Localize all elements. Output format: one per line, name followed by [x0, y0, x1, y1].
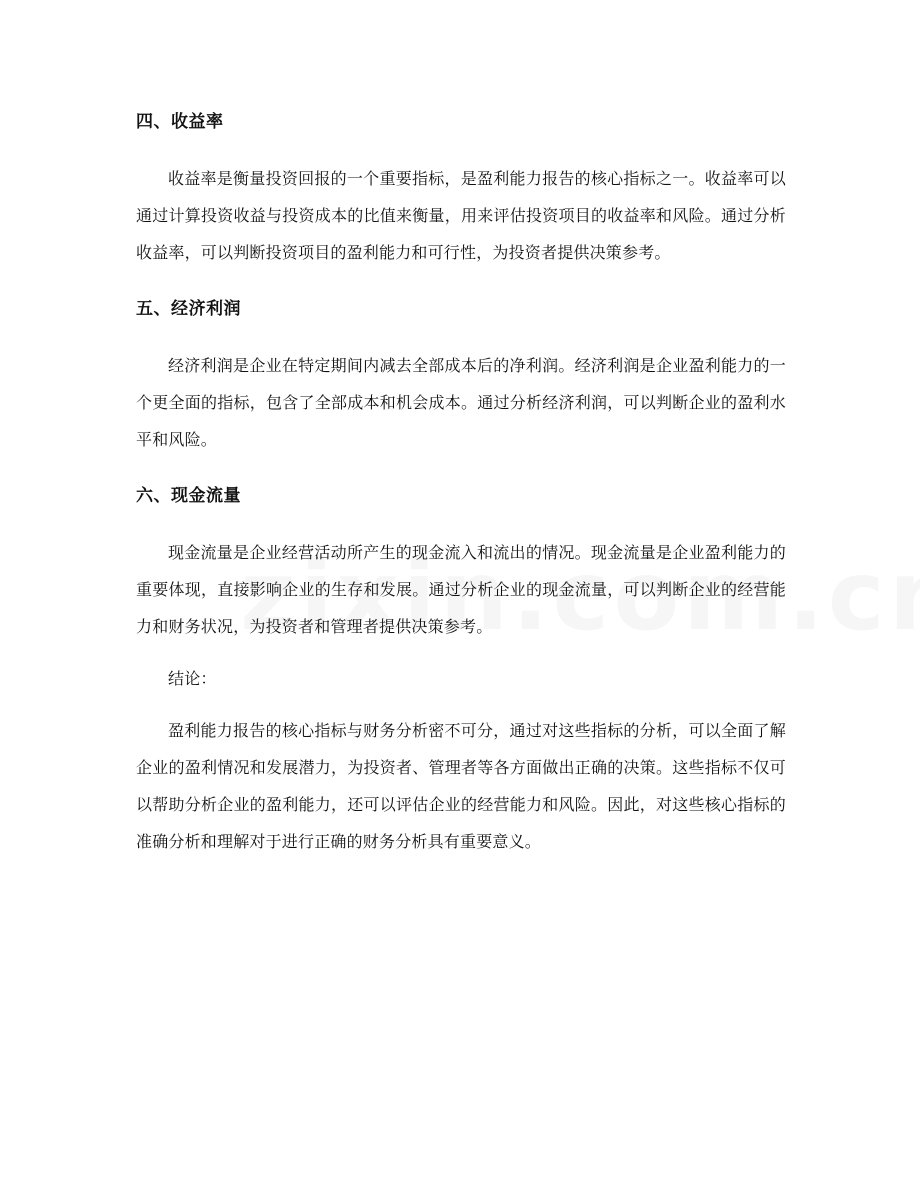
section-body-cash-flow: 现金流量是企业经营活动所产生的现金流入和流出的情况。现金流量是企业盈利能力的重要体现，直接影响企业的生存和发展。通过分析企业的现金流量，可以判断企业的经营能力和财务状况，为投资者和管理者提供决策参考。 — [136, 543, 786, 636]
conclusion-body: 盈利能力报告的核心指标与财务分析密不可分，通过对这些指标的分析，可以全面了解企业的盈利情况和发展潜力，为投资者、管理者等各方面做出正确的决策。这些指标不仅可以帮助分析企业的盈利能力，还可以评估企业的经营能力和风险。因此，对这些核心指标的准确分析和理解对于进行正确的财务分析具有重要意义。 — [136, 721, 786, 851]
document-content — [136, 102, 786, 860]
section-heading-return-rate: 四、收益率 — [136, 112, 224, 132]
section-heading-economic-profit: 五、经济利润 — [136, 299, 241, 319]
conclusion-label: 结论： — [168, 669, 217, 688]
section-body-economic-profit: 经济利润是企业在特定期间内减去全部成本后的净利润。经济利润是企业盈利能力的一个更全面的指标，包含了全部成本和机会成本。通过分析经济利润，可以判断企业的盈利水平和风险。 — [136, 356, 786, 449]
section-heading-cash-flow: 六、现金流量 — [136, 486, 241, 506]
section-body-return-rate: 收益率是衡量投资回报的一个重要指标，是盈利能力报告的核心指标之一。收益率可以通过计算投资收益与投资成本的比值来衡量，用来评估投资项目的收益率和风险。通过分析收益率，可以判断投资项目的盈利能力和可行性，为投资者提供决策参考。 — [136, 169, 786, 262]
